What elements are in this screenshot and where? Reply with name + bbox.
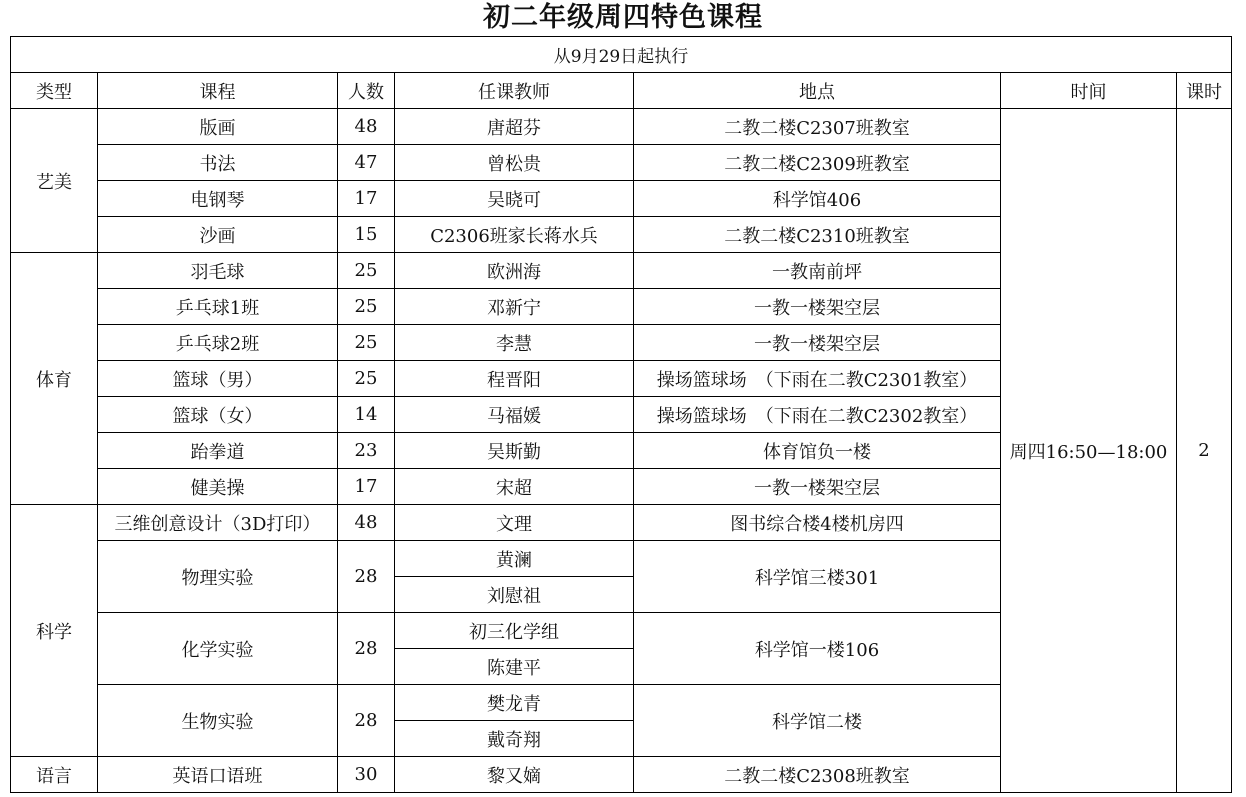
course-cell: 篮球（男） [98, 361, 338, 397]
teacher-cell: 程晋阳 [395, 361, 634, 397]
location-cell: 一教一楼架空层 [634, 469, 1001, 505]
category-sport: 体育 [11, 253, 98, 505]
header-hours: 课时 [1177, 73, 1232, 109]
teacher-cell: 欧洲海 [395, 253, 634, 289]
count-cell: 25 [338, 253, 395, 289]
count-cell: 48 [338, 505, 395, 541]
teacher-cell: 戴奇翔 [395, 721, 634, 757]
course-cell: 乒乓球2班 [98, 325, 338, 361]
location-cell: 操场篮球场 （下雨在二教C2302教室） [634, 397, 1001, 433]
table-row [11, 109, 1232, 145]
course-cell: 三维创意设计（3D打印） [98, 505, 338, 541]
location-cell: 操场篮球场 （下雨在二教C2301教室） [634, 361, 1001, 397]
count-cell: 14 [338, 397, 395, 433]
location-cell: 科学馆二楼 [634, 685, 1001, 757]
course-cell: 生物实验 [98, 685, 338, 757]
teacher-cell: 文理 [395, 505, 634, 541]
course-cell: 英语口语班 [98, 757, 338, 793]
location-cell: 二教二楼C2307班教室 [634, 109, 1001, 145]
count-cell: 15 [338, 217, 395, 253]
location-cell: 科学馆406 [634, 181, 1001, 217]
header-location: 地点 [634, 73, 1001, 109]
count-cell: 28 [338, 613, 395, 685]
time-cell: 周四16:50—18:00 [1001, 109, 1177, 793]
category-art: 艺美 [11, 109, 98, 253]
location-cell: 科学馆一楼106 [634, 613, 1001, 685]
count-cell: 47 [338, 145, 395, 181]
course-table [10, 36, 1232, 793]
teacher-cell: 黎又嫡 [395, 757, 634, 793]
location-cell: 科学馆三楼301 [634, 541, 1001, 613]
location-cell: 体育馆负一楼 [634, 433, 1001, 469]
header-row [11, 73, 1232, 109]
teacher-cell: 曾松贵 [395, 145, 634, 181]
teacher-cell: C2306班家长蒋水兵 [395, 217, 634, 253]
teacher-cell: 吴晓可 [395, 181, 634, 217]
count-cell: 17 [338, 181, 395, 217]
course-cell: 乒乓球1班 [98, 289, 338, 325]
count-cell: 23 [338, 433, 395, 469]
count-cell: 30 [338, 757, 395, 793]
header-time: 时间 [1001, 73, 1177, 109]
effective-date: 从9月29日起执行 [11, 37, 1232, 73]
teacher-cell: 唐超芬 [395, 109, 634, 145]
course-cell: 化学实验 [98, 613, 338, 685]
location-cell: 二教二楼C2310班教室 [634, 217, 1001, 253]
course-cell: 沙画 [98, 217, 338, 253]
count-cell: 28 [338, 541, 395, 613]
teacher-cell: 马福媛 [395, 397, 634, 433]
teacher-cell: 邓新宁 [395, 289, 634, 325]
header-count: 人数 [338, 73, 395, 109]
hours-cell: 2 [1177, 109, 1232, 793]
header-type: 类型 [11, 73, 98, 109]
count-cell: 28 [338, 685, 395, 757]
location-cell: 二教二楼C2308班教室 [634, 757, 1001, 793]
count-cell: 25 [338, 325, 395, 361]
location-cell: 一教一楼架空层 [634, 289, 1001, 325]
course-cell: 电钢琴 [98, 181, 338, 217]
course-cell: 跆拳道 [98, 433, 338, 469]
teacher-cell: 刘慰祖 [395, 577, 634, 613]
location-cell: 一教一楼架空层 [634, 325, 1001, 361]
course-cell: 篮球（女） [98, 397, 338, 433]
location-cell: 一教南前坪 [634, 253, 1001, 289]
teacher-cell: 李慧 [395, 325, 634, 361]
count-cell: 25 [338, 361, 395, 397]
teacher-cell: 樊龙青 [395, 685, 634, 721]
course-cell: 版画 [98, 109, 338, 145]
location-cell: 二教二楼C2309班教室 [634, 145, 1001, 181]
course-cell: 物理实验 [98, 541, 338, 613]
count-cell: 17 [338, 469, 395, 505]
course-cell: 书法 [98, 145, 338, 181]
count-cell: 25 [338, 289, 395, 325]
header-course: 课程 [98, 73, 338, 109]
header-teacher: 任课教师 [395, 73, 634, 109]
teacher-cell: 吴斯勤 [395, 433, 634, 469]
location-cell: 图书综合楼4楼机房四 [634, 505, 1001, 541]
category-language: 语言 [11, 757, 98, 793]
category-science: 科学 [11, 505, 98, 757]
count-cell: 48 [338, 109, 395, 145]
course-cell: 健美操 [98, 469, 338, 505]
course-cell: 羽毛球 [98, 253, 338, 289]
teacher-cell: 初三化学组 [395, 613, 634, 649]
teacher-cell: 宋超 [395, 469, 634, 505]
page-title: 初二年级周四特色课程 [483, 2, 763, 33]
teacher-cell: 陈建平 [395, 649, 634, 685]
teacher-cell: 黄澜 [395, 541, 634, 577]
